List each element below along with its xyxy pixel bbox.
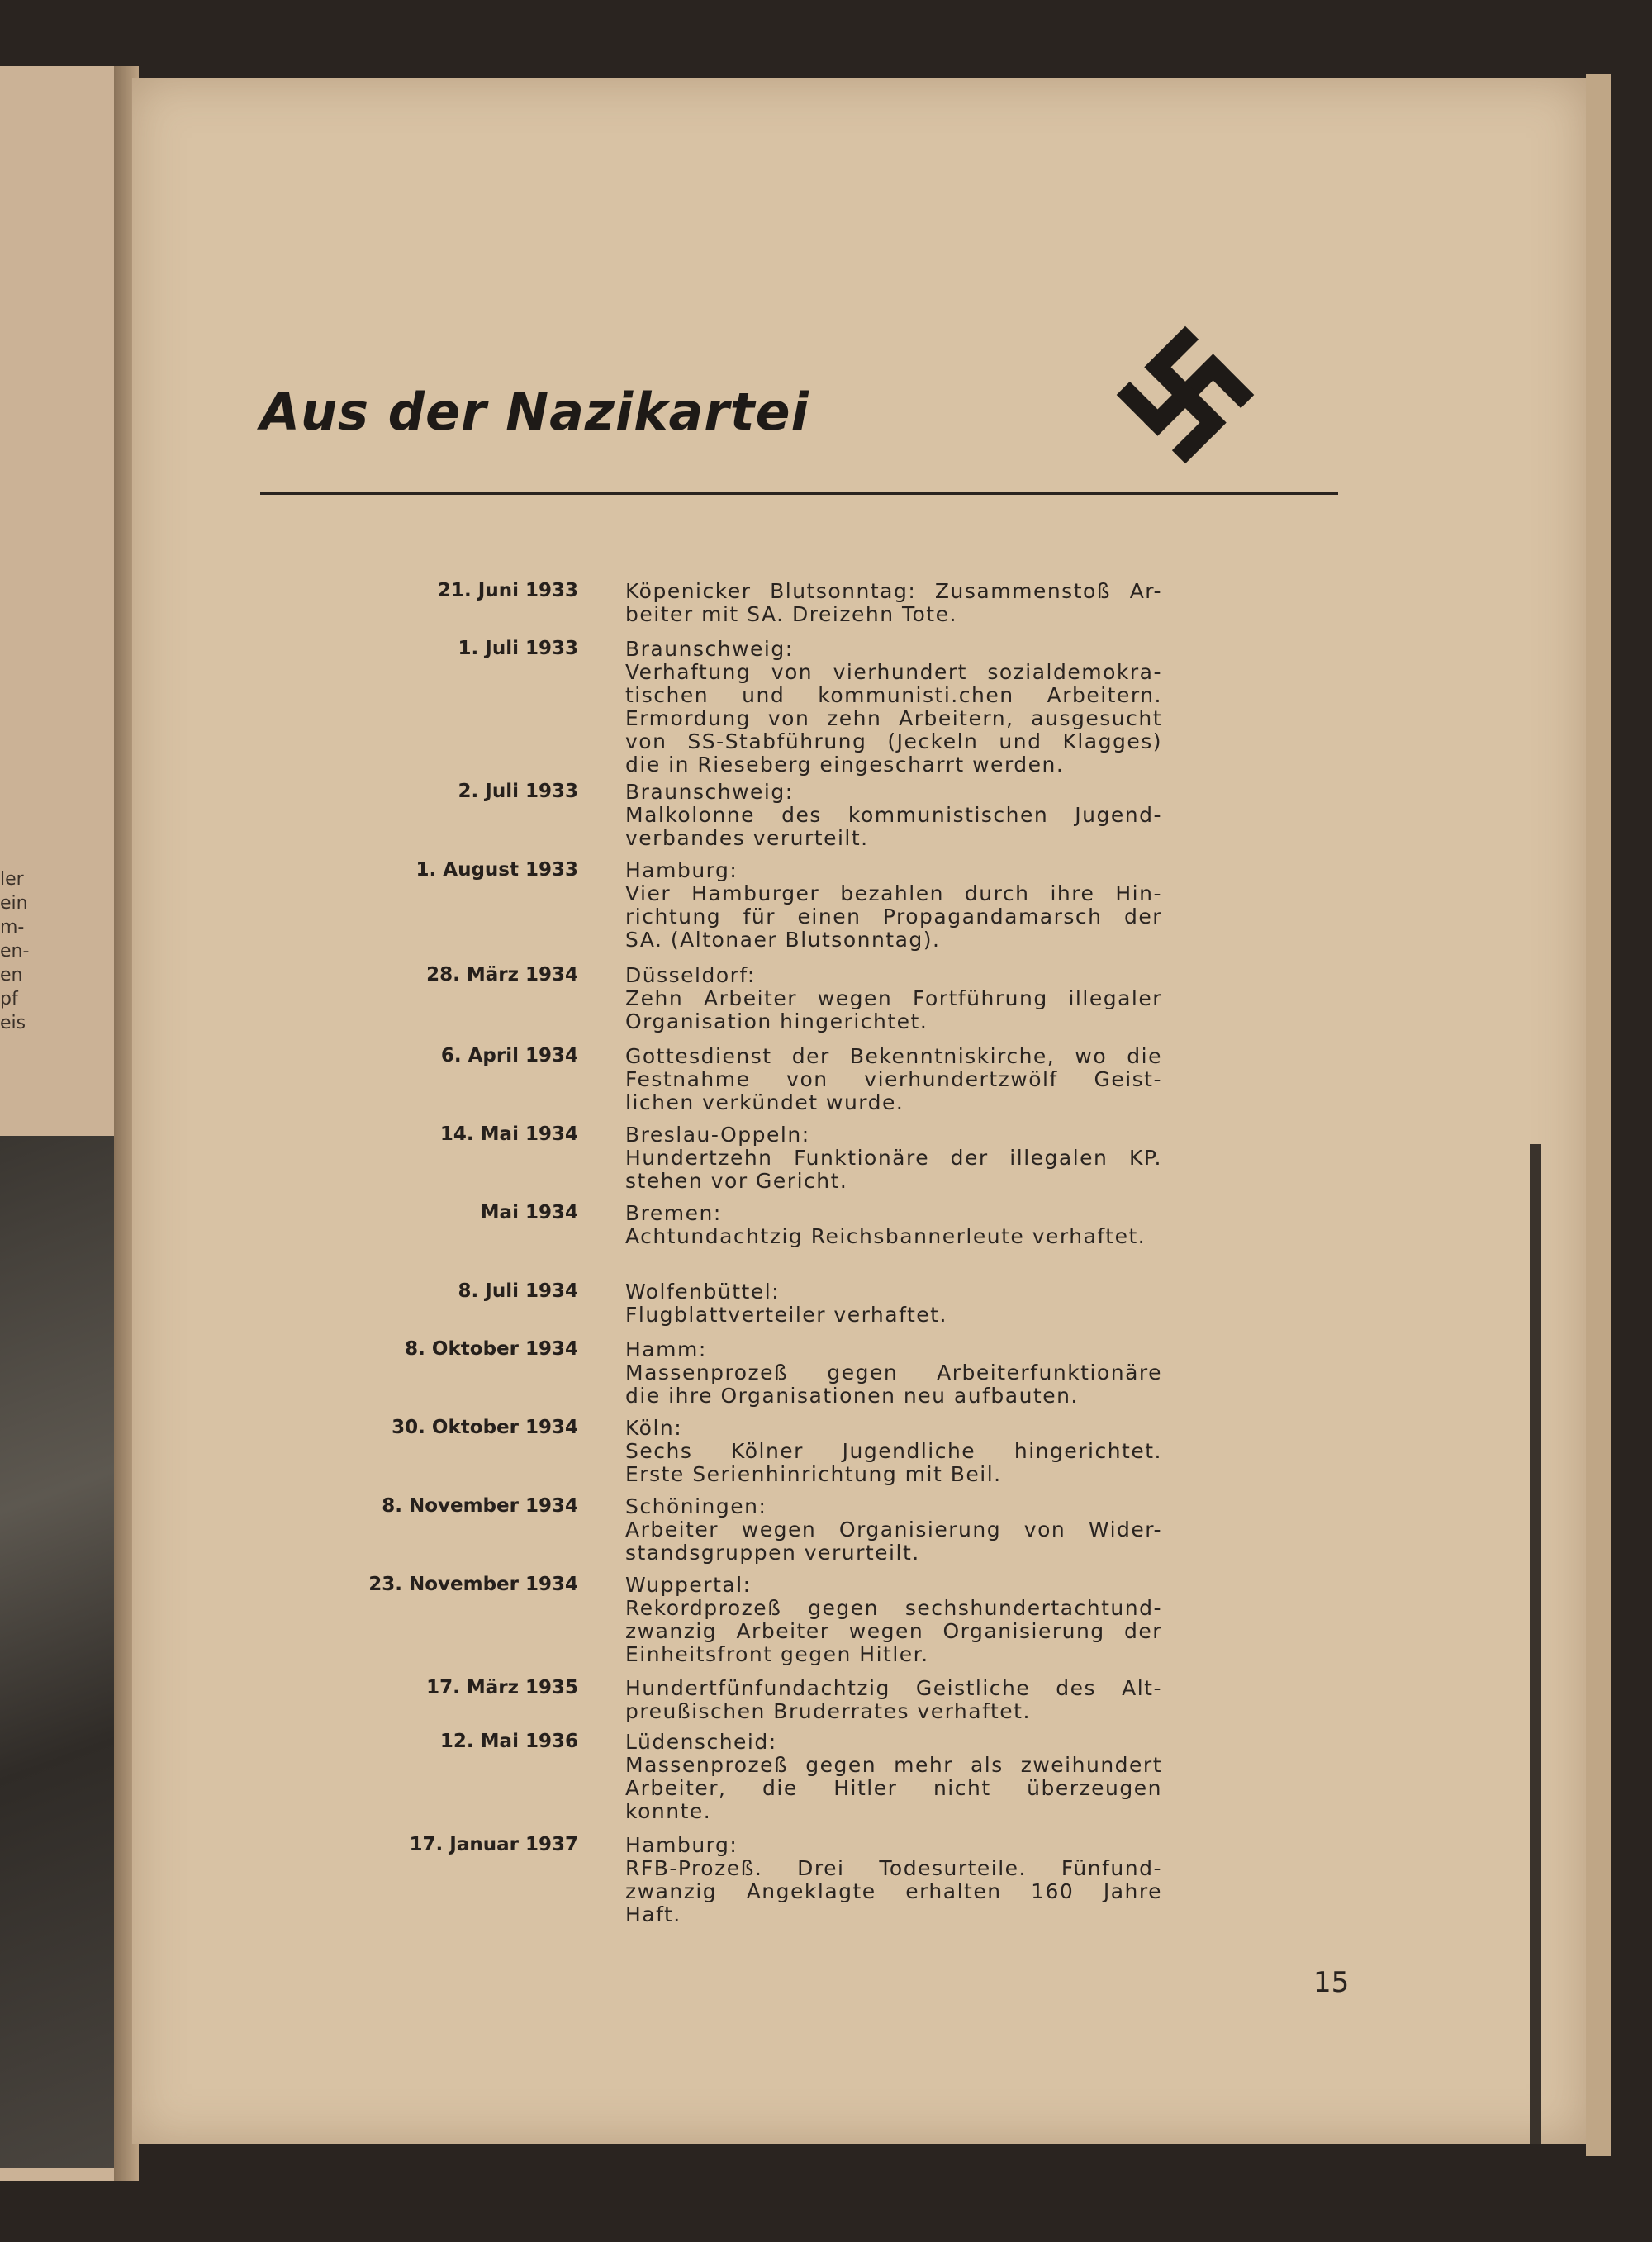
entry-date: 17. März 1935 [426,1677,578,1698]
entry-line: Lüdenscheid: [625,1730,777,1754]
entry-line: Braunschweig: [625,780,794,804]
entry-line: die ihre Organisationen neu aufbauten. [625,1384,1079,1408]
entry-line: lichen verkündet wurde. [625,1090,904,1114]
entry-line: Köpenicker Blutsonntag: Zusammenstoß Ar- [625,579,1162,603]
entry-text [625,638,1162,777]
entry-text [625,1202,1162,1248]
entry-date: 17. Januar 1937 [409,1834,578,1855]
left-page-fragment: en- [0,941,30,962]
entry-text [625,1338,1162,1408]
entry-text [625,1574,1162,1666]
entry-text [625,1834,1162,1926]
entry-line: RFB-Prozeß. Drei Todesurteile. Fünfund- [625,1856,1162,1880]
page-edge-bar [1530,1144,1541,2144]
entry-date: 21. Juni 1933 [438,580,578,601]
page-title: Aus der Nazikartei [260,382,809,442]
entry-line: Massenprozeß gegen Arbeiterfunktionäre [625,1361,1162,1385]
entry-line: Arbeiter, die Hitler nicht überzeugen [625,1776,1162,1800]
left-page-fragment: eis [0,1013,26,1033]
entry-date: 23. November 1934 [368,1574,578,1595]
entry-line: Hundertzehn Funktionäre der illegalen KP. [625,1146,1162,1170]
entry-text [625,1677,1162,1723]
entry-line: Haft. [625,1902,681,1926]
entry-line: tischen und kommunisti.chen Arbeitern. [625,683,1162,707]
entry-date: 14. Mai 1934 [439,1123,578,1145]
entry-line: Achtundachtzig Reichsbannerleute verhaftet. [625,1224,1146,1248]
entry-line: verbandes verurteilt. [625,826,869,850]
title-rule [260,492,1338,495]
left-page-fragment: ein [0,893,28,914]
entry-line: SA. (Altonaer Blutsonntag). [625,928,941,952]
entry-line: Rekordprozeß gegen sechshundertachtund- [625,1596,1162,1620]
entry-line: Organisation hingerichtet. [625,1009,928,1033]
entry-line: Gottesdienst der Bekenntniskirche, wo die [625,1044,1162,1068]
left-page-fragments [0,867,30,1035]
entry-line: Ermordung von zehn Arbeitern, ausgesucht [625,706,1162,730]
entry-line: preußischen Bruderrates verhaftet. [625,1699,1031,1723]
entry-date: 1. August 1933 [415,859,578,881]
entry-date: 1. Juli 1933 [458,638,578,659]
entry-text [625,964,1162,1033]
entry-line: beiter mit SA. Dreizehn Tote. [625,602,957,626]
entry-line: Malkolonne des kommunistischen Jugend- [625,803,1162,827]
entry-line: zwanzig Angeklagte erhalten 160 Jahre [625,1879,1162,1903]
entry-date: 30. Oktober 1934 [392,1417,578,1438]
entry-date: Mai 1934 [480,1202,578,1223]
page-edge [1586,74,1611,2156]
left-page-photo [0,1136,116,2168]
entry-line: Sechs Kölner Jugendliche hingerichtet. [625,1439,1162,1463]
entry-line: Festnahme von vierhundertzwölf Geist- [625,1067,1162,1091]
entry-text [625,1495,1162,1565]
entry-line: zwanzig Arbeiter wegen Organisierung der [625,1619,1162,1643]
entry-line: Verhaftung von vierhundert sozialdemokra- [625,660,1162,684]
entry-line: konnte. [625,1799,712,1823]
entry-date: 8. Juli 1934 [458,1280,578,1302]
entry-text [625,781,1162,850]
page-number: 15 [1313,1966,1350,1999]
entry-date: 28. März 1934 [426,964,578,986]
entry-line: standsgruppen verurteilt. [625,1541,920,1565]
entry-line: Braunschweig: [625,637,794,661]
entry-line: Wolfenbüttel: [625,1280,781,1304]
entry-text [625,580,1162,626]
entry-text [625,859,1162,952]
entry-line: Massenprozeß gegen mehr als zweihundert [625,1753,1162,1777]
entry-line: Vier Hamburger bezahlen durch ihre Hin- [625,881,1162,905]
entry-date: 8. November 1934 [382,1495,578,1517]
entry-line: stehen vor Gericht. [625,1169,848,1193]
entry-line: von SS-Stabführung (Jeckeln und Klagges) [625,729,1162,753]
entry-date: 8. Oktober 1934 [405,1338,578,1360]
entry-line: Hamm: [625,1337,707,1361]
entry-text [625,1280,1162,1327]
entry-date: 2. Juli 1933 [458,781,578,802]
entry-line: Arbeiter wegen Organisierung von Wider- [625,1518,1162,1541]
entry-line: Wuppertal: [625,1573,752,1597]
entry-line: Hamburg: [625,858,738,882]
entry-line: Schöningen: [625,1494,767,1518]
entry-text [625,1045,1162,1114]
entry-text [625,1731,1162,1823]
entry-line: Bremen: [625,1201,722,1225]
entry-line: Einheitsfront gegen Hitler. [625,1642,929,1666]
left-page-fragment: m- [0,917,25,938]
entry-line: die in Rieseberg eingescharrt werden. [625,753,1065,777]
entry-text [625,1417,1162,1486]
entry-text [625,1123,1162,1193]
entry-line: Breslau-Oppeln: [625,1123,810,1147]
entry-line: richtung für einen Propagandamarsch der [625,905,1162,929]
entry-line: Düsseldorf: [625,963,756,987]
left-page-fragment: pf [0,989,18,1009]
entry-line: Erste Serienhinrichtung mit Beil. [625,1462,1002,1486]
entry-line: Zehn Arbeiter wegen Fortführung illegaler [625,986,1162,1010]
left-page-fragment: ler [0,869,24,890]
entry-line: Köln: [625,1416,683,1440]
entry-line: Hundertfünfundachtzig Geistliche des Alt- [625,1676,1162,1700]
entry-line: Flugblattverteiler verhaftet. [625,1303,947,1327]
left-page-fragment: en [0,965,23,986]
entry-date: 12. Mai 1936 [439,1731,578,1752]
swastika-emblem-icon [1107,312,1264,477]
entry-line: Hamburg: [625,1833,738,1857]
entry-date: 6. April 1934 [440,1045,578,1066]
